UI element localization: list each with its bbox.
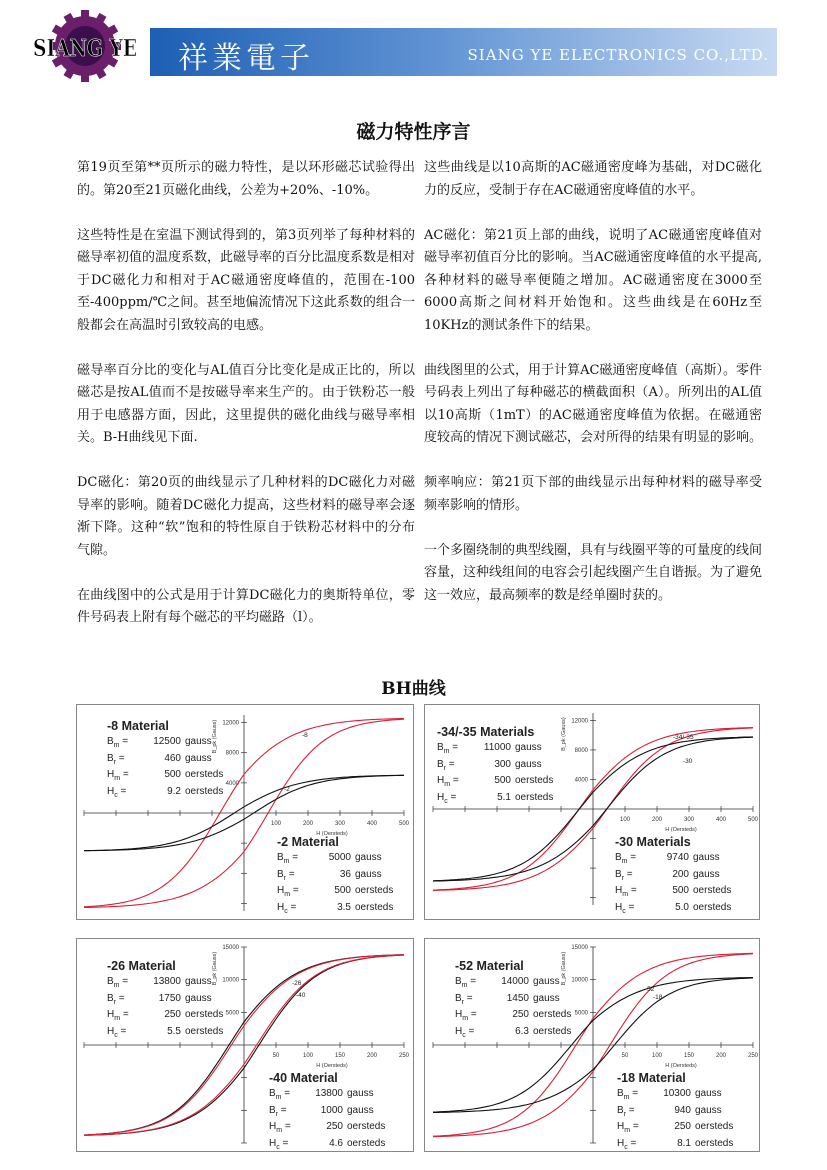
param-unit: oersteds [533, 1025, 572, 1037]
x-tick-label: 200 [651, 817, 663, 823]
curve-label: -52 [645, 986, 655, 993]
param-value: 500 [164, 769, 181, 780]
param-symbol: $H_m$ = [107, 1009, 129, 1022]
param-unit: oersteds [695, 1137, 734, 1149]
x-tick-label: 400 [366, 821, 378, 827]
param-value: 1750 [158, 992, 181, 1004]
curve-label: -2 [284, 786, 290, 793]
y-tick-label: 12000 [222, 720, 239, 727]
param-value: 3.5 [337, 901, 351, 913]
material-param-row [617, 1138, 733, 1155]
material-param-row [617, 1105, 733, 1122]
bh-curves-title: BH曲线 [381, 679, 446, 699]
x-tick-label: 500 [747, 817, 759, 823]
material-spec [277, 835, 393, 918]
y-axis-label: B_pk (Gauss) [561, 717, 567, 751]
y-tick-label: 5000 [225, 1010, 239, 1017]
param-symbol: $B_m$ = [437, 742, 459, 755]
curve-label: -8 [302, 732, 308, 739]
param-symbol: $H_c$ = [615, 901, 635, 915]
param-value: 12500 [153, 736, 181, 747]
param-symbol: $H_m$ = [617, 1121, 639, 1134]
material-param-row [107, 976, 223, 993]
material-param-row [107, 993, 223, 1010]
material-param-row [615, 869, 731, 886]
param-symbol: $B_r$ = [437, 758, 455, 772]
material-param-row [277, 885, 393, 902]
param-unit: oersteds [693, 901, 732, 913]
material-param-row [455, 1026, 571, 1043]
param-value: 8.1 [677, 1137, 691, 1149]
x-axis-label: H (Oersteds) [665, 827, 697, 833]
x-tick-label: 50 [272, 1053, 280, 1059]
y-tick-label: 4000 [574, 777, 588, 784]
material-name: -34/-35 Materials [437, 725, 535, 739]
param-symbol: $H_m$ = [615, 885, 637, 898]
material-param-row [455, 993, 571, 1010]
material-param-row [617, 1121, 733, 1138]
param-value: 6.3 [515, 1025, 529, 1037]
paragraph: 曲线图里的公式，用于计算AC磁通密度峰值（高斯）。零件号码表上列出了每种磁芯的横截面积（A）。所列出的AL值以10高斯（1mT）的AC磁通密度峰值为依据。在磁通密度较高的情况下测试磁芯，会对所得的结果有明显的影响。 [424, 362, 763, 445]
param-value: 5.1 [497, 791, 511, 803]
param-value: 1450 [506, 992, 529, 1004]
param-unit: gauss [185, 976, 212, 987]
x-tick-label: 300 [683, 817, 695, 823]
paragraph: 这些曲线是以10高斯的AC磁通密度峰为基础，对DC磁化力的反应，受制于存在AC磁通密度峰值的水平。 [424, 160, 762, 198]
y-tick-label: 15000 [571, 945, 588, 951]
y-axis-label: B_pk (Gauss) [212, 719, 218, 754]
paragraph: 第19页至第**页所示的磁力特性，是以环形磁芯试验得出的。第20至21页磁化曲线，公差为+20%、-10%。 [77, 160, 415, 198]
param-value: 11000 [483, 742, 511, 753]
material-param-row [455, 1009, 571, 1026]
param-symbol: $B_m$ = [269, 1088, 291, 1101]
param-unit: gauss [693, 868, 720, 880]
param-unit: gauss [355, 852, 382, 863]
y-tick-label: 10000 [222, 977, 239, 984]
material-spec [455, 959, 571, 1042]
param-symbol: $H_c$ = [107, 785, 127, 799]
material-param-row [269, 1138, 385, 1155]
x-axis-label: H (Oersteds) [316, 831, 348, 837]
header [0, 0, 827, 90]
x-tick-label: 50 [621, 1053, 629, 1059]
material-name: -40 Material [269, 1071, 338, 1085]
param-unit: gauss [695, 1104, 722, 1116]
company-name-en: SIANG YE ELECTRONICS CO.,LTD. [467, 46, 769, 64]
param-unit: oersteds [185, 1009, 224, 1020]
x-tick-label: 100 [619, 817, 631, 823]
material-spec [269, 1071, 385, 1154]
material-param-row [277, 869, 393, 886]
param-unit: gauss [347, 1104, 374, 1116]
param-unit: oersteds [185, 785, 224, 797]
material-name: -30 Materials [615, 835, 691, 849]
param-value: 36 [339, 868, 351, 880]
bh-chart [424, 704, 760, 920]
param-unit: oersteds [185, 1025, 224, 1037]
y-axis-label: B_pk (Gauss) [561, 951, 567, 986]
param-symbol: $H_m$ = [437, 775, 459, 788]
param-symbol: $H_c$ = [107, 1025, 127, 1039]
paragraph: DC磁化：第20页的曲线显示了几种材料的DC磁化力对磁导率的影响。随着DC磁化力提高，这些材料的磁导率会逐渐下降。这种“软”饱和的特性原自于铁粉芯材料中的分布气隙。 [77, 475, 415, 558]
company-logo [30, 8, 140, 88]
material-param-row [269, 1088, 385, 1105]
y-tick-label: 15000 [222, 945, 239, 951]
param-value: 500 [494, 775, 511, 786]
param-value: 940 [674, 1104, 691, 1116]
material-param-row [107, 1026, 223, 1043]
material-param-row [107, 1009, 223, 1026]
bh-chart [424, 938, 760, 1152]
paragraph: 在曲线图中的公式是用于计算DC磁化力的奥斯特单位，零件号码表上附有每个磁芯的平均磁路（l）。 [77, 587, 415, 625]
param-unit: oersteds [533, 1009, 572, 1020]
material-name: -2 Material [277, 835, 339, 849]
param-unit: gauss [185, 736, 212, 747]
param-symbol: $B_m$ = [455, 976, 477, 989]
material-spec [107, 719, 223, 802]
paragraph: 这些特性是在室温下测试得到的，第3页列举了每种材料的磁导率初值的温度系数，此磁导率的百分比温度系数是相对于DC磁化力和相对于AC磁通密度峰值的，范围在-100至-400ppm/℃之间。甚至地偏流情况下这此系数的组合一般都会在高温时引致较高的电感。 [77, 227, 416, 333]
param-unit: oersteds [515, 775, 554, 786]
material-spec [437, 725, 553, 808]
param-value: 250 [164, 1009, 181, 1020]
material-spec [107, 959, 223, 1042]
x-tick-label: 100 [270, 821, 282, 827]
param-symbol: $H_m$ = [455, 1009, 477, 1022]
param-symbol: $H_c$ = [437, 791, 457, 805]
param-unit: gauss [533, 976, 560, 987]
param-value: 460 [164, 752, 181, 764]
curve-label: -18 [653, 994, 663, 1001]
param-unit: gauss [355, 868, 382, 880]
param-value: 5.0 [675, 901, 689, 913]
param-symbol: $B_m$ = [107, 736, 129, 749]
material-param-row [107, 786, 223, 803]
material-param-row [277, 852, 393, 869]
company-name-cn: 祥業電子 [178, 41, 314, 76]
x-axis-label: H (Oersteds) [316, 1063, 348, 1069]
param-value: 10300 [663, 1088, 691, 1099]
x-tick-label: 100 [302, 1053, 314, 1059]
param-symbol: $B_r$ = [107, 752, 125, 766]
param-unit: gauss [185, 992, 212, 1004]
curve-label: -26 [292, 980, 302, 987]
param-symbol: $H_c$ = [455, 1025, 475, 1039]
x-tick-label: 300 [334, 821, 346, 827]
param-unit: oersteds [355, 885, 394, 896]
param-symbol: $H_c$ = [617, 1137, 637, 1151]
curve-label: -40 [296, 992, 306, 999]
param-symbol: $H_m$ = [269, 1121, 291, 1134]
param-symbol: $B_r$ = [277, 868, 295, 882]
material-param-row [107, 736, 223, 753]
param-value: 500 [334, 885, 351, 896]
material-name: -18 Material [617, 1071, 686, 1085]
param-unit: oersteds [347, 1137, 386, 1149]
param-symbol: $B_r$ = [615, 868, 633, 882]
x-tick-label: 500 [398, 821, 410, 827]
param-unit: gauss [693, 852, 720, 863]
param-unit: oersteds [185, 769, 224, 780]
curve-label: -30 [683, 758, 693, 765]
param-unit: oersteds [515, 791, 554, 803]
param-value: 9.2 [167, 785, 181, 797]
left-column [77, 157, 415, 652]
param-value: 13800 [153, 976, 181, 987]
param-symbol: $B_m$ = [107, 976, 129, 989]
material-param-row [437, 792, 553, 809]
param-symbol: $H_c$ = [277, 901, 297, 915]
y-axis-label: B_pk (Gauss) [212, 951, 218, 986]
param-unit: oersteds [693, 885, 732, 896]
material-param-row [269, 1105, 385, 1122]
param-symbol: $B_m$ = [615, 852, 637, 865]
param-value: 13800 [315, 1088, 343, 1099]
param-unit: gauss [533, 992, 560, 1004]
param-unit: oersteds [355, 901, 394, 913]
param-unit: gauss [515, 742, 542, 753]
param-unit: oersteds [347, 1121, 386, 1132]
param-symbol: $H_c$ = [269, 1137, 289, 1151]
material-param-row [615, 852, 731, 869]
param-value: 5.5 [167, 1025, 181, 1037]
param-value: 500 [672, 885, 689, 896]
param-unit: gauss [185, 752, 212, 764]
material-param-row [617, 1088, 733, 1105]
curve-label: -34/-35 [673, 734, 694, 741]
logo-text: SIANG YE [33, 35, 137, 62]
material-name: -52 Material [455, 959, 524, 973]
param-symbol: $B_m$ = [277, 852, 299, 865]
material-param-row [437, 742, 553, 759]
param-symbol: $B_r$ = [617, 1104, 635, 1118]
material-spec [617, 1071, 733, 1154]
param-value: 5000 [328, 852, 351, 863]
paragraph: AC磁化：第21页上部的曲线，说明了AC磁通密度峰值对磁导率初值百分比的影响。当AC磁通密度峰值的水平提高,各种材料的磁导率便随之增加。AC磁通密度在3000至6000高斯之间材料开始饱和。这些曲线是在60Hz至10KHz的测试条件下的结果。 [424, 227, 762, 333]
x-axis-label: H (Oersteds) [665, 1063, 697, 1069]
param-value: 4.6 [329, 1137, 343, 1149]
x-tick-label: 200 [366, 1053, 378, 1059]
paragraph: 一个多圈绕制的典型线圈，具有与线圈平等的可量度的线间容量，这种线组间的电容会引起线圈产生自谐振。为了避免这一效应，最高频率的数是经单圈时获的。 [424, 542, 763, 603]
material-spec [615, 835, 731, 918]
right-column [424, 157, 762, 630]
param-value: 300 [494, 758, 511, 770]
paragraph: 磁导率百分比的变化与AL值百分比变化是成正比的，所以磁芯是按AL值而不是按磁导率来生产的。由于铁粉芯一般用于电感器方面，因此，这里提供的磁化曲线与磁导率相关。B-H曲线见下面. [77, 362, 415, 445]
param-unit: gauss [515, 758, 542, 770]
x-tick-label: 200 [715, 1053, 727, 1059]
material-param-row [107, 753, 223, 770]
param-unit: gauss [695, 1088, 722, 1099]
material-name: -26 Material [107, 959, 176, 973]
material-param-row [615, 902, 731, 919]
y-tick-label: 12000 [571, 718, 588, 725]
param-symbol: $H_m$ = [277, 885, 299, 898]
material-name: -8 Material [107, 719, 169, 733]
y-tick-label: 8000 [574, 747, 588, 754]
param-symbol: $B_m$ = [617, 1088, 639, 1101]
y-tick-label: 10000 [571, 977, 588, 984]
param-value: 250 [512, 1009, 529, 1020]
material-param-row [437, 775, 553, 792]
material-param-row [615, 885, 731, 902]
param-symbol: $B_r$ = [107, 992, 125, 1006]
param-value: 250 [674, 1121, 691, 1132]
param-value: 1000 [320, 1104, 343, 1116]
bh-chart [76, 938, 414, 1152]
param-unit: gauss [347, 1088, 374, 1099]
x-tick-label: 400 [715, 817, 727, 823]
x-tick-label: 250 [747, 1053, 759, 1059]
material-param-row [269, 1121, 385, 1138]
param-symbol: $B_r$ = [269, 1104, 287, 1118]
param-symbol: $B_r$ = [455, 992, 473, 1006]
param-value: 14000 [501, 976, 529, 987]
material-param-row [455, 976, 571, 993]
y-tick-label: 4000 [225, 780, 239, 787]
y-tick-label: 5000 [574, 1010, 588, 1017]
param-unit: oersteds [695, 1121, 734, 1132]
param-value: 250 [326, 1121, 343, 1132]
x-tick-label: 150 [334, 1053, 346, 1059]
param-value: 200 [672, 868, 689, 880]
bh-chart [76, 704, 414, 920]
paragraph: 频率响应：第21页下部的曲线显示出每种材料的磁导率受频率影响的情形。 [424, 475, 762, 513]
y-tick-label: 8000 [225, 750, 239, 757]
x-tick-label: 100 [651, 1053, 663, 1059]
material-param-row [107, 769, 223, 786]
x-tick-label: 250 [398, 1053, 410, 1059]
x-tick-label: 150 [683, 1053, 695, 1059]
material-param-row [277, 902, 393, 919]
page-title: 磁力特性序言 [356, 121, 471, 143]
param-value: 9740 [666, 852, 689, 863]
param-symbol: $H_m$ = [107, 769, 129, 782]
material-param-row [437, 759, 553, 776]
x-tick-label: 200 [302, 821, 314, 827]
